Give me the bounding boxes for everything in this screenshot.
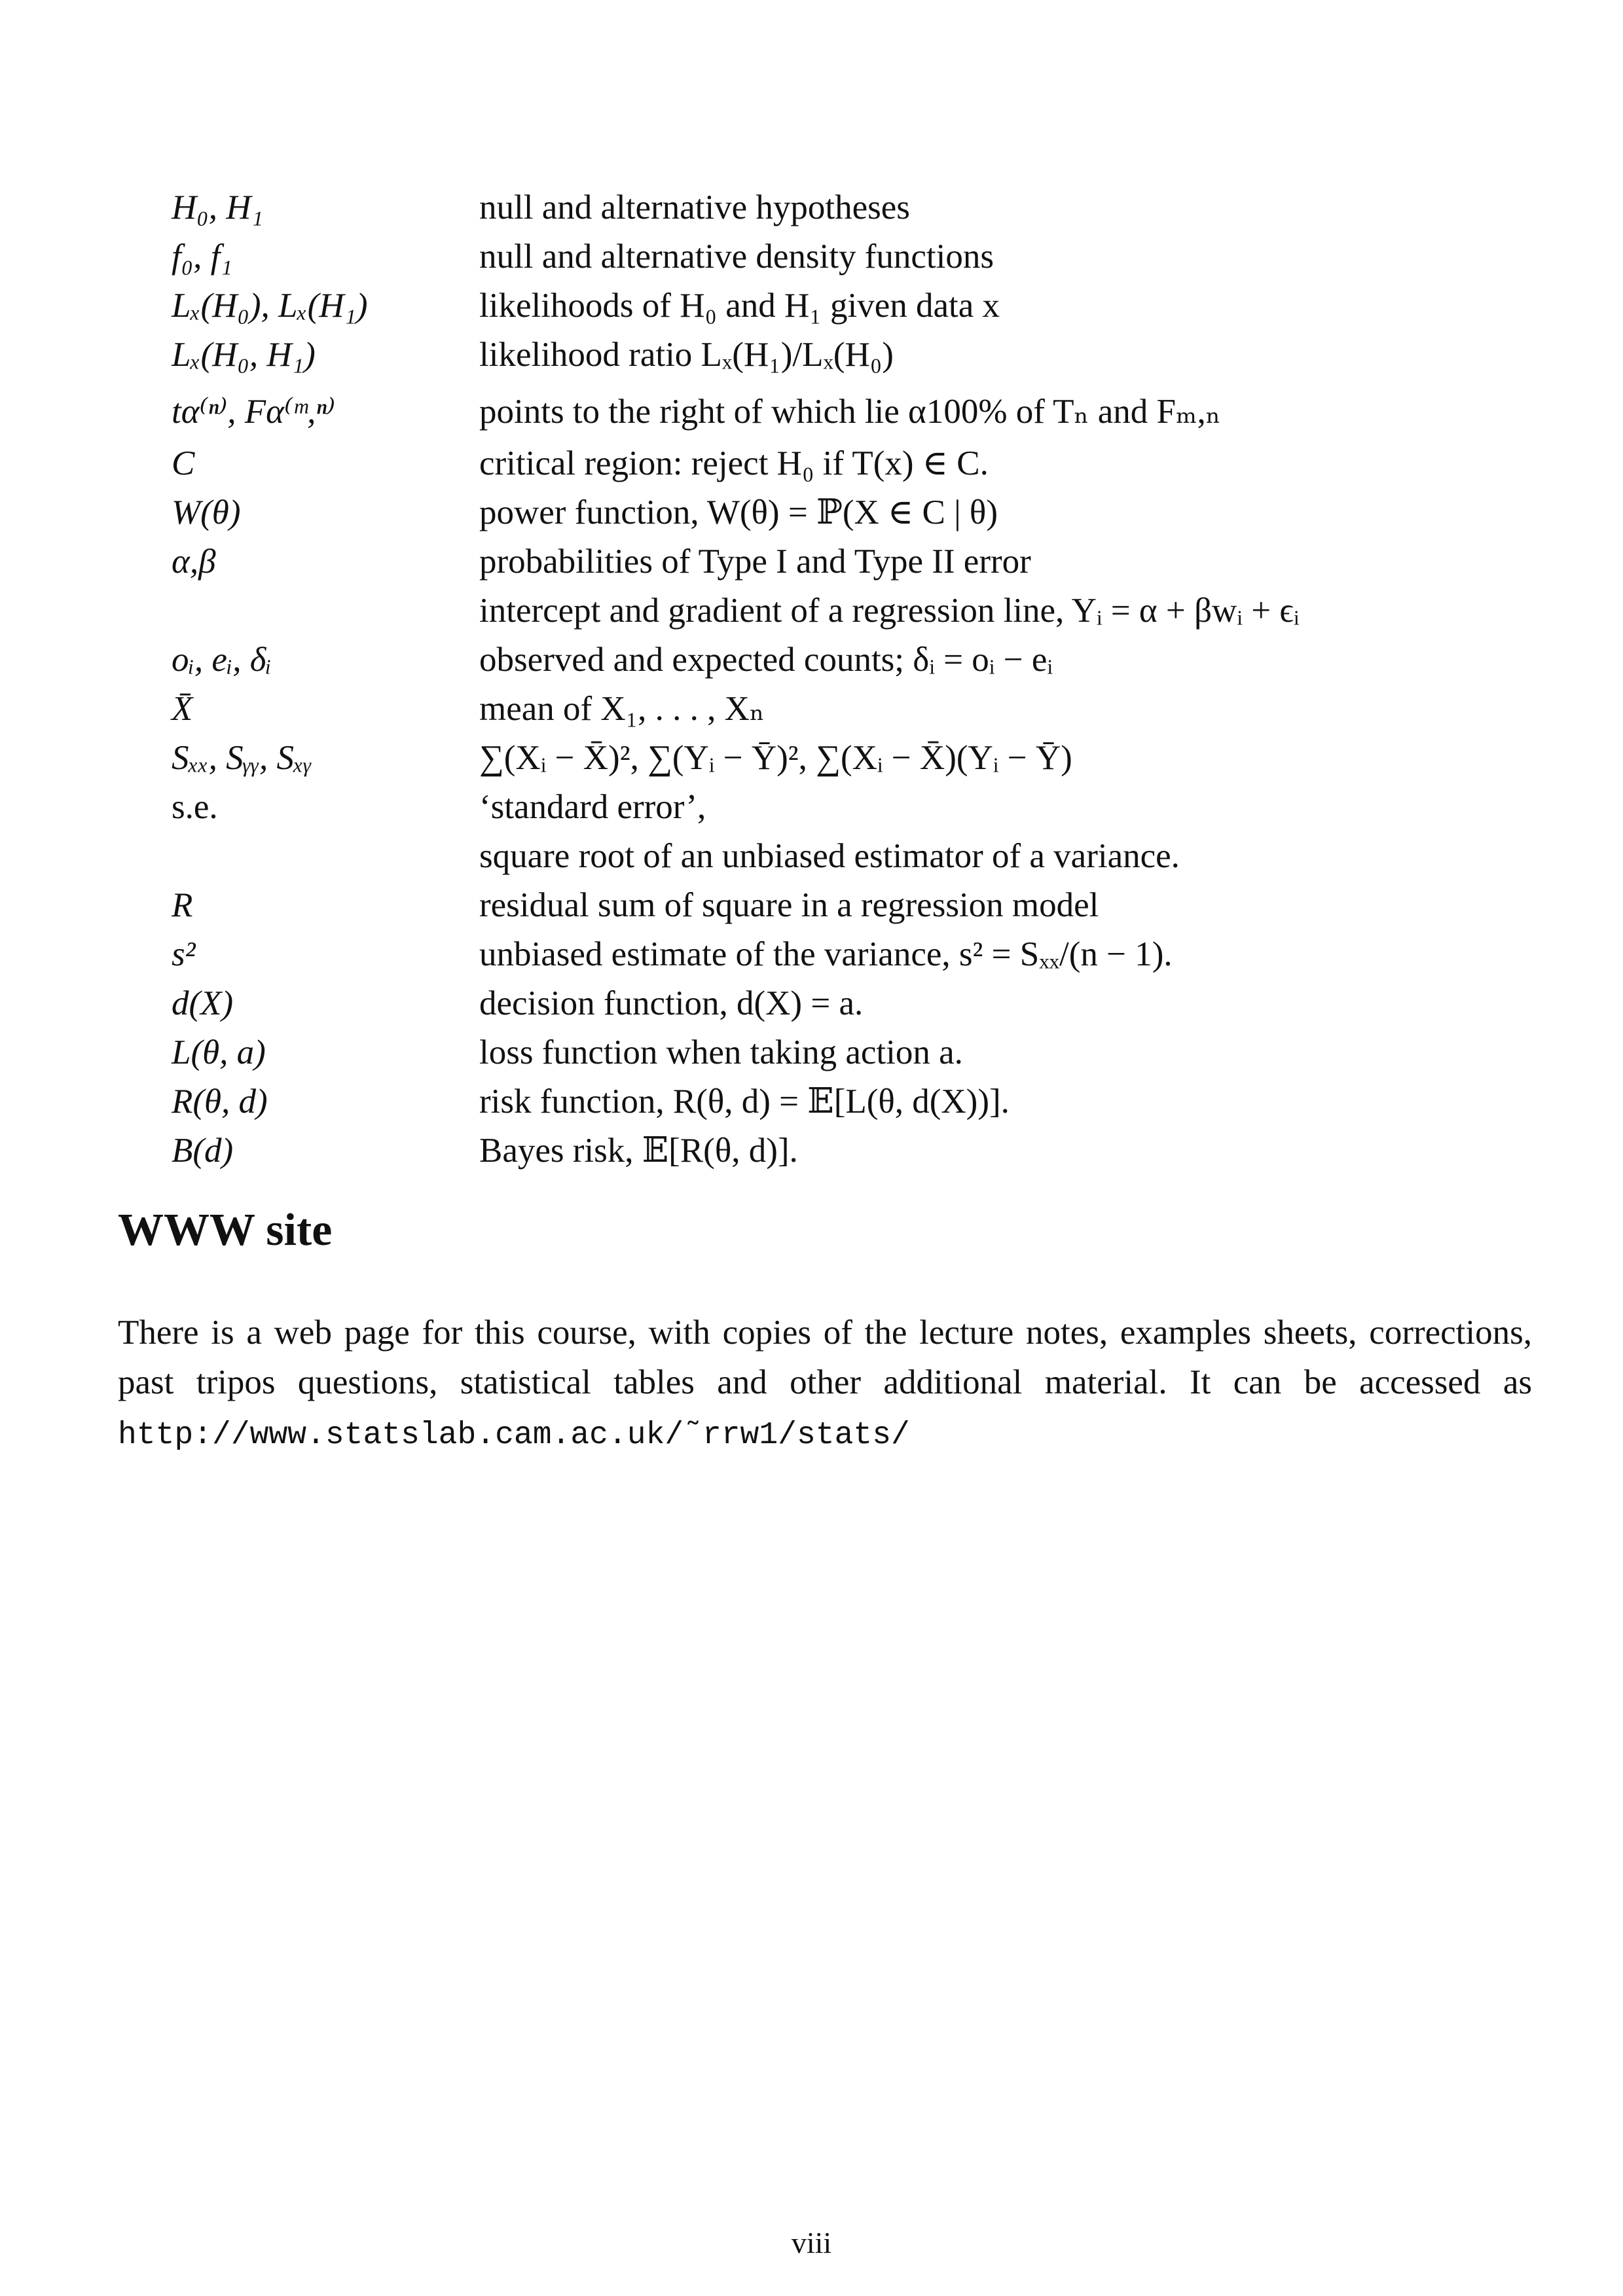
notation-symbol — [172, 832, 479, 881]
notation-row — [172, 636, 1514, 685]
notation-symbol: R(θ, d) — [172, 1083, 268, 1121]
notation-symbol: H₀, H₁ — [172, 188, 263, 226]
notation-description: loss function when taking action a. — [479, 1033, 963, 1071]
notation-symbol: s.e. — [172, 788, 218, 826]
notation-row — [172, 232, 1514, 281]
notation-description: mean of X₁, . . . , Xₙ — [479, 690, 765, 728]
notation-description: observed and expected counts; δᵢ = oᵢ − eᵢ — [479, 641, 1053, 679]
notation-description: ∑(Xᵢ − X̄)², ∑(Yᵢ − Ȳ)², ∑(Xᵢ − X̄)(Yᵢ − Ȳ) — [479, 739, 1072, 777]
notation-row — [172, 979, 1514, 1028]
notation-symbol: s² — [172, 935, 196, 973]
notation-row — [172, 1126, 1514, 1175]
notation-row — [172, 331, 1514, 380]
notation-symbol: W(θ) — [172, 493, 241, 531]
notation-row — [172, 183, 1514, 232]
notation-row — [172, 734, 1514, 783]
www-paragraph — [118, 1308, 1532, 1460]
notation-description: points to the right of which lie α100% of Tₙ and Fₘ,ₙ — [479, 393, 1221, 431]
notation-row — [172, 488, 1514, 537]
notation-row — [172, 1028, 1514, 1077]
notation-row — [172, 881, 1514, 930]
notation-symbol: oᵢ, eᵢ, δᵢ — [172, 641, 272, 679]
www-paragraph-text: There is a web page for this course, with copies of the lecture notes, examples sheets, corrections, past tripos questions, statistical tables and other additional material. It can be accessed as — [118, 1314, 1532, 1401]
notation-description: probabilities of Type I and Type II error — [479, 543, 1031, 581]
notation-description: null and alternative density functions — [479, 238, 994, 276]
notation-symbol: tα⁽ⁿ⁾, Fα⁽ᵐ,ⁿ⁾ — [172, 393, 336, 431]
notation-description: unbiased estimate of the variance, s² = Sₓₓ/(n − 1). — [479, 935, 1173, 973]
notation-description: Bayes risk, 𝔼[R(θ, d)]. — [479, 1132, 798, 1170]
section-heading: WWW site — [118, 1205, 333, 1255]
notation-description: square root of an unbiased estimator of a variance. — [479, 837, 1180, 875]
notation-symbol: f₀, f₁ — [172, 238, 232, 276]
notation-row — [172, 281, 1514, 331]
notation-symbol: C — [172, 444, 195, 482]
notation-row — [172, 930, 1514, 979]
notation-symbol: d(X) — [172, 984, 234, 1022]
notation-row — [172, 1077, 1514, 1126]
notation-description: likelihoods of H₀ and H₁ given data x — [479, 287, 1000, 325]
notation-symbol: Sₓₓ, Sᵧᵧ, Sₓᵧ — [172, 739, 312, 777]
notation-symbol: X̄ — [172, 690, 193, 728]
notation-row — [172, 586, 1514, 636]
notation-row — [172, 380, 1514, 439]
notation-description: power function, W(θ) = ℙ(X ∈ C | θ) — [479, 493, 998, 531]
course-url: http://www.statslab.cam.ac.uk/˜rrw1/stats/ — [118, 1418, 910, 1453]
notation-description: intercept and gradient of a regression line, Yᵢ = α + βwᵢ + ϵᵢ — [479, 592, 1300, 630]
notation-symbol: B(d) — [172, 1132, 234, 1170]
notation-description: likelihood ratio Lₓ(H₁)/Lₓ(H₀) — [479, 336, 894, 374]
notation-symbol: α,β — [172, 543, 216, 581]
notation-symbol: Lₓ(H₀, H₁) — [172, 336, 316, 374]
notation-description: risk function, R(θ, d) = 𝔼[L(θ, d(X))]. — [479, 1083, 1010, 1121]
notation-symbol: L(θ, a) — [172, 1033, 266, 1071]
notation-symbol: R — [172, 886, 193, 924]
notation-row — [172, 685, 1514, 734]
notation-description: ‘standard error’, — [479, 788, 706, 826]
notation-description: residual sum of square in a regression model — [479, 886, 1099, 924]
notation-row — [172, 832, 1514, 881]
notation-table — [172, 183, 1514, 1175]
notation-description: critical region: reject H₀ if T(x) ∈ C. — [479, 444, 989, 482]
notation-description: decision function, d(X) = a. — [479, 984, 864, 1022]
notation-symbol — [172, 586, 479, 636]
notation-row — [172, 537, 1514, 586]
notation-row — [172, 439, 1514, 488]
notation-row — [172, 783, 1514, 832]
page-number: viii — [791, 2226, 832, 2259]
notation-symbol: Lₓ(H₀), Lₓ(H₁) — [172, 287, 368, 325]
notation-description: null and alternative hypotheses — [479, 188, 910, 226]
